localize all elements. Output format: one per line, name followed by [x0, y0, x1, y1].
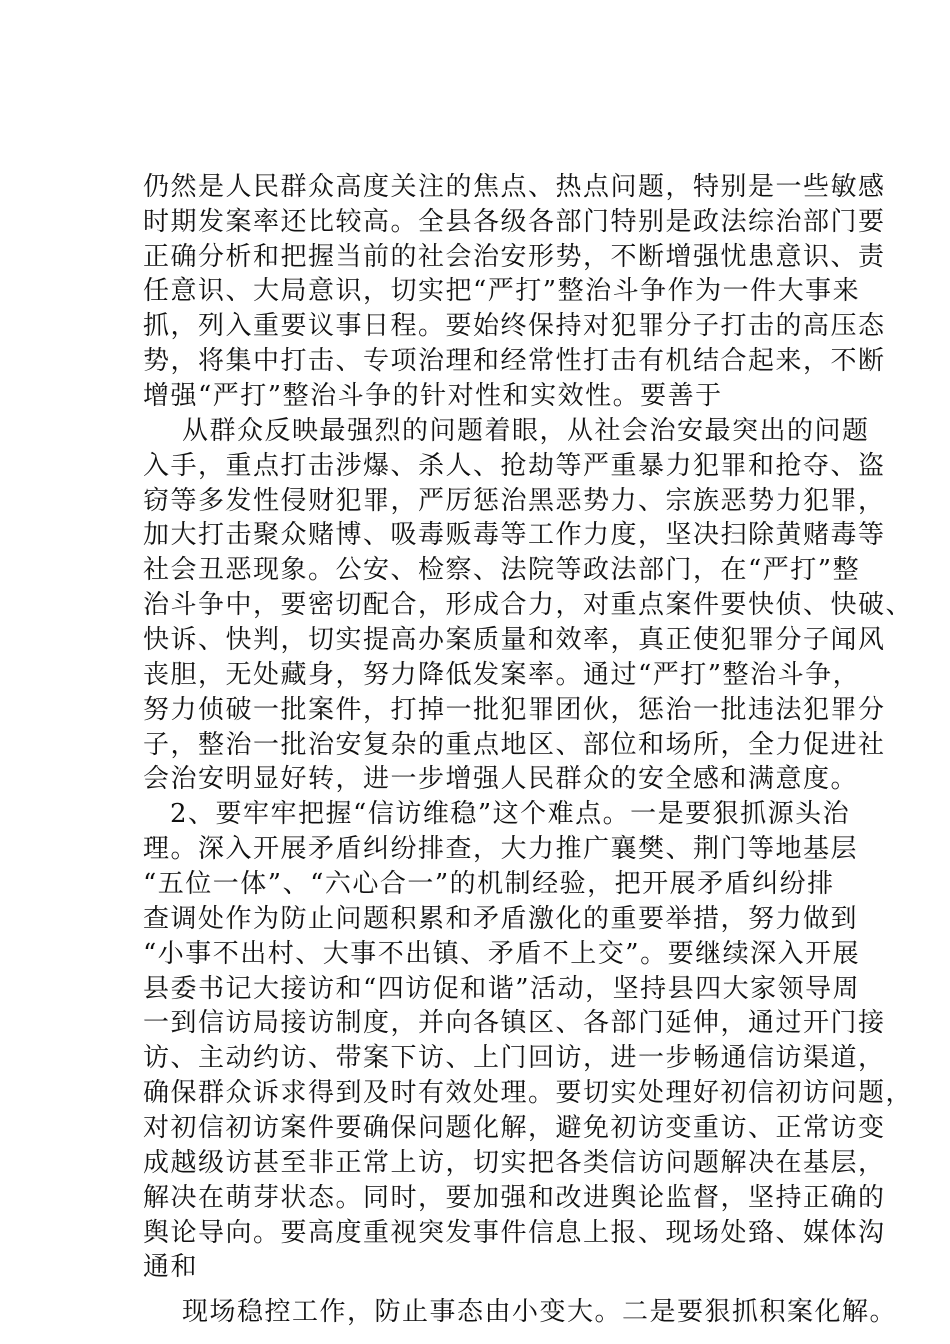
- text-line: 努力侦破一批案件，打掉一批犯罪团伙，惩治一批违法犯罪分: [143, 695, 886, 725]
- text-line: 一到信访局接访制度，并向各镇区、各部门延伸，通过开门接: [143, 1008, 886, 1038]
- text-line: 从群众反映最强烈的问题着眼，从社会治安最突出的问题: [182, 416, 870, 446]
- text-line: “小事不出村、大事不出镇、矛盾不上交”。要继续深入开展: [143, 939, 861, 969]
- text-line: 入手，重点打击涉爆、杀人、抢劫等严重暴力犯罪和抢夺、盗: [143, 451, 886, 481]
- text-line: 县委书记大接访和“四访促和谐”活动，坚持县四大家领导周: [143, 974, 861, 1004]
- text-line: 子，整治一批治安复杂的重点地区、部位和场所，全力促进社: [143, 730, 886, 760]
- text-line: 时期发案率还比较高。全县各级各部门特别是政法综治部门要: [143, 207, 886, 237]
- text-line: 理。深入开展矛盾纠纷排查，大力推广襄樊、荆门等地基层: [143, 834, 859, 864]
- text-line: 任意识、大局意识，切实把“严打”整治斗争作为一件大事来: [143, 276, 861, 306]
- text-line: 通和: [143, 1252, 199, 1282]
- text-line: “五位一体”、“六心合一”的机制经验，把开展矛盾纠纷排: [143, 869, 835, 899]
- text-line: 势，将集中打击、专项治理和经常性打击有机结合起来，不断: [143, 346, 886, 376]
- text-line: 治斗争中，要密切配合，形成合力，对重点案件要快侦、快破、: [143, 590, 914, 620]
- text-line: 社会丑恶现象。公安、检察、法院等政法部门，在“严打”整: [143, 555, 861, 585]
- text-line: 抓，列入重要议事日程。要始终保持对犯罪分子打击的高压态: [143, 311, 886, 341]
- text-line: 仍然是人民群众高度关注的焦点、热点问题，特别是一些敏感: [143, 172, 886, 202]
- text-line: 2、要牢牢把握“信访维稳”这个难点。一是要狠抓源头治: [170, 799, 851, 829]
- text-line: 查调处作为防止问题积累和矛盾激化的重要举措，努力做到: [143, 904, 859, 934]
- text-line: 会治安明显好转，进一步增强人民群众的安全感和满意度。: [143, 764, 859, 794]
- text-line: 正确分析和把握当前的社会治安形势，不断增强忧患意识、责: [143, 242, 886, 272]
- text-line: 访、主动约访、带案下访、上门回访，进一步畅通信访渠道，: [143, 1043, 886, 1073]
- text-line: 快诉、快判，切实提高办案质量和效率，真正使犯罪分子闻风: [143, 625, 886, 655]
- text-line: 成越级访甚至非正常上访，切实把各类信访问题解决在基层，: [143, 1148, 886, 1178]
- text-line: 对初信初访案件要确保问题化解，避免初访变重访、正常访变: [143, 1113, 886, 1143]
- text-line: 现场稳控工作，防止事态由小变大。二是要狠抓积案化解。: [182, 1297, 898, 1327]
- text-line: 解决在萌芽状态。同时，要加强和改进舆论监督，坚持正确的: [143, 1183, 886, 1213]
- text-line: 确保群众诉求得到及时有效处理。要切实处理好初信初访问题，: [143, 1078, 914, 1108]
- text-line: 丧胆，无处藏身，努力降低发案率。通过“严打”整治斗争，: [143, 660, 861, 690]
- text-line: 舆论导向。要高度重视突发事件信息上报、现场处臵、媒体沟: [143, 1218, 886, 1248]
- text-line: 增强“严打”整治斗争的针对性和实效性。要善于: [143, 381, 723, 411]
- text-line: 加大打击聚众赌博、吸毒贩毒等工作力度，坚决扫除黄赌毒等: [143, 520, 886, 550]
- text-line: 窃等多发性侵财犯罪，严厉惩治黑恶势力、宗族恶势力犯罪，: [143, 486, 886, 516]
